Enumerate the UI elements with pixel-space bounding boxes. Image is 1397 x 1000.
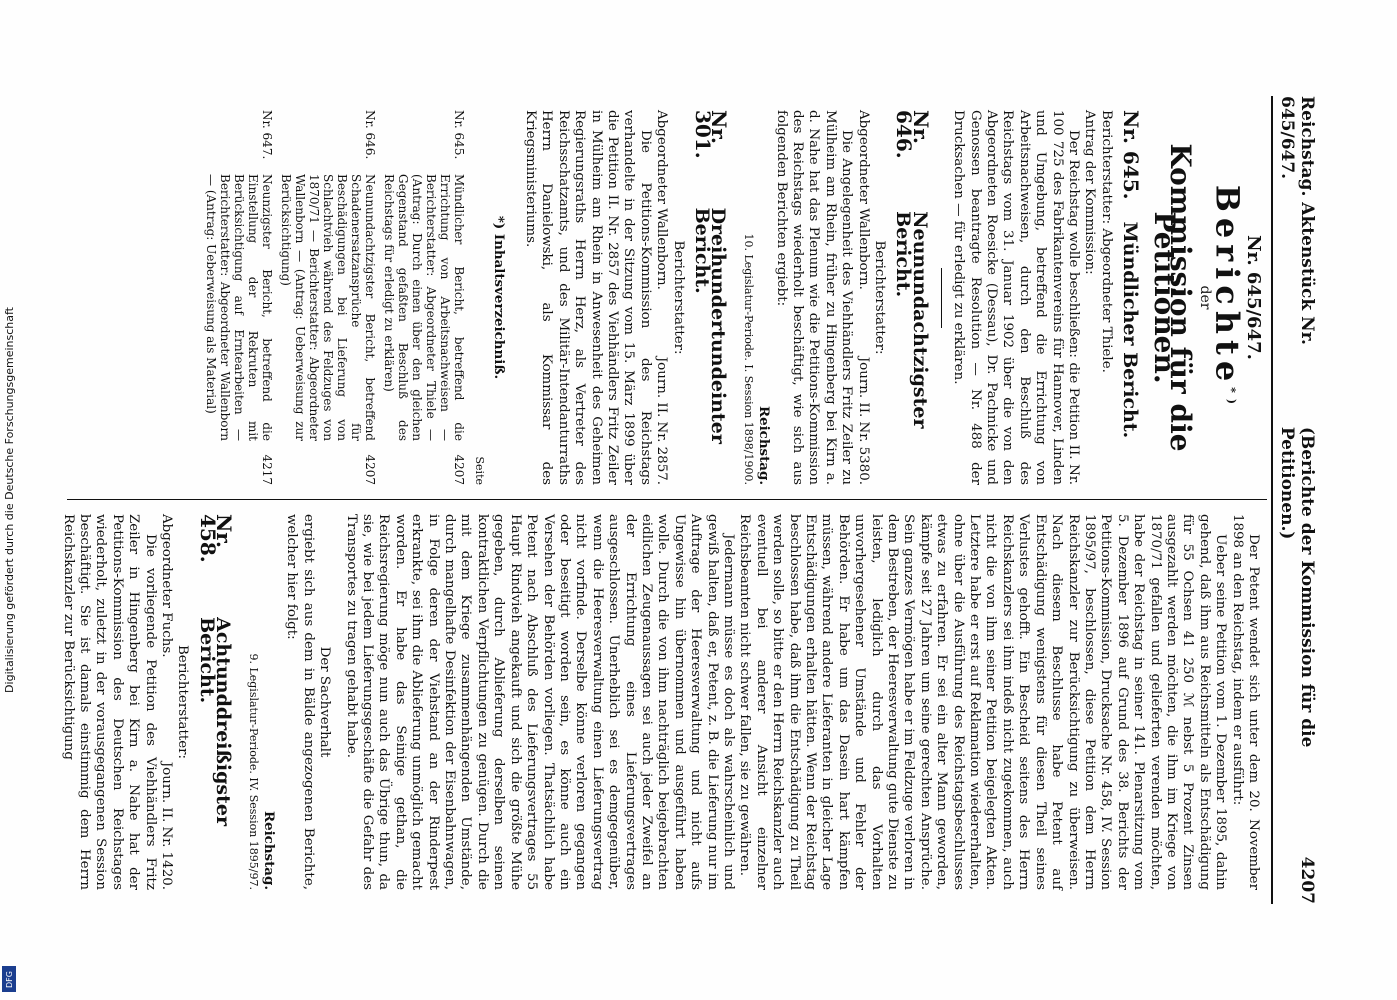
section-645-heading: Nr. 645. Mündlicher Bericht.: [1119, 110, 1144, 439]
section-645-motion: Der Reichstag wolle beschließen: die Petition II. Nr. 100 725 des Fabrikantenvereins für Hannover, Linden und Umgebung, betreffend die Errichtung von Arbeitsnachweisen, durch den Beschluß des Reichstags vom 31. Januar 1902 über die von den Abgeordneten Roesicke (Dessau), Dr. Pachnicke und Genossen beantragte Resolution — Nr. 488 der Drucksachen — für erledigt zu erklären.: [951, 110, 1082, 485]
toc-page-label: Seite: [473, 456, 487, 485]
section-646-reichstag: Reichstag.: [756, 405, 773, 485]
header-center: (Berichte der Kommission für die Petitionen.): [1277, 426, 1317, 748]
s458-session: 9. Legislatur-Periode. IV. Session 1895/97.: [246, 653, 260, 890]
title-der: der: [1196, 285, 1213, 310]
dfg-logo: DFG: [2, 966, 16, 992]
s458-reporter-label: Berichterstatter:: [175, 644, 191, 760]
paragraph: Ueber seine Petition vom 1. Dezember 1895, dahin gehend, daß ihm aus Reichsmitteln als Entschädigung für 55 Ochsen 41 250 ℳ nebst 5 Prozent Zinsen ausgezahlt werden möchten, die ihm im Kriege von 1870/71 gefallen und gelieferten verenden möchten, habe der Reichstag in seiner 141. Plenarsitzung vom 5. Dezember 1896 auf Grund des 38. Berichts der Petitions-Kommission, Drucksache Nr. 458, IV. Session 1895/97, beschlossen, diese Petition dem Herrn Reichskanzler zur Berücksichtigung zu überweisen. Nach diesem Beschlusse habe Petent auf Entschädigung wenigstens für diesen Theil seines Verlustes gehofft. Ein Bescheid seitens des Herrn Reichskanzlers sei ihm indeß nicht zugekommen, auch nicht die von ihm seiner Petition beigelegten Akten. Letztere habe er erst auf Reklamation wiedererhalten, ohne über die Ausführung des Reichstagsbeschlusses etwas zu erfahren. Er sei ein alter Mann geworden, kämpfe seit 27 Jahren um seine gerechten Ansprüche. Sein ganzes Vermögen habe er im Feldzuge verloren in dem Bestreben, der Heeresverwaltung gute Dienste zu leisten, lediglich durch das Vorhalten unvorhergesehener Umstände und Fehler der Behörden. Er habe um das Dasein hart kämpfen müssen, während andere Lieferanten in gleicher Lage Entschädigungen erhalten hätten. Wenn der Reichstag beschlossen habe, daß ihm die Entschädigung zu Theil werden solle, so bitte er den Herrn Reichskanzler auch eventuell bei anderer Ansicht einzelner Reichsbeamten nicht schwer fallen, sie zu gewähren.: [737, 514, 1229, 890]
paragraph: Die vorliegende Petition des Viehhändlers Fritz Zeiler in Hingenberg bei Kirn a. Nahe hat der Petitions-Kommission des Deutschen Reichstages wiederholt, zuletzt in der vorausgegangenen Session beschäftigt. Sie ist damals einstimmig dem Herrn Reichskanzler zur Berücksichtigung: [60, 514, 158, 890]
header-left: Reichstag. Aktenstück Nr. 645/647.: [1277, 96, 1317, 345]
section-301-text: Die Petitions-Kommission des Reichstags verhandelte in der Sitzung vom 15. März 1899 über die Petition II. Nr. 2857 des Viehhändlers Fritz Zeiler in Mülheim am Rhein in Anwesenheit des Geheimen Regierungsraths Herrn Herz, als Vertreter des Reichsschatzamts, und des Militär-Intendanturraths Herrn Danielowski, als Kommissar des Kriegsministeriums.: [522, 110, 653, 485]
section-646-reporter-row: Abgeordneter Wallenborn. Journ. II. Nr. 5380.: [855, 110, 871, 485]
two-columns: [60, 96, 1267, 904]
sachverhalt-heading: Der Sachverhalt: [317, 646, 333, 758]
toc-entry: Nr. 647. Neunzigster Bericht, betreffend die Einstellung der Rekruten mit Berücksichtigung auf Erntearbeiten — Berichterstatter: Abgeordneter Wallenborn — (Antrag: Ueberweisung als Material) 4217: [203, 110, 274, 485]
section-301-heading: Nr. 301. Dreihundertundeinter Bericht.: [690, 110, 732, 444]
digitization-credit: Digitalisierung gefördert durch die Deutsche Forschungsgemeinschaft: [2, 307, 16, 693]
section-301-reporter-label: Berichterstatter:: [670, 240, 686, 355]
section-646-session: 10. Legislatur-Periode. I. Session 1898/1900.: [741, 233, 755, 485]
title-commission: Kommission für die Petitionen.: [1147, 143, 1198, 452]
paragraph: ergiebt sich aus dem in Bälde angezogenen Berichte, welcher hier folgt:: [284, 514, 316, 890]
toc-entry: Nr. 646. Neunundachtzigster Bericht, betreffend Schadenersatzansprüche für Beschädigungen bei Lieferung von Schlachtvieh während des Feldzuges von 1870/71 — Berichterstatter: Abgeordneter Wallenborn — (Antrag: Ueberweisung zur Berücksichtigung) 4207: [278, 110, 377, 485]
s458-reichstag: Reichstag.: [261, 810, 278, 890]
toc-entry: Nr. 645. Mündlicher Bericht, betreffend die Errichtung von Arbeitsnachweisen — Berichterstatter: Abgeordneter Thiele — (Antrag: Durch einen über den gleichen Gegenstand gefaßten Beschluß des Reichstags für erledigt zu erklären) 4207: [381, 110, 466, 485]
section-645-motion-intro: Antrag der Kommission:: [1082, 110, 1098, 275]
section-646-text: Die Angelegenheit des Viehhändlers Fritz Zeiler zu Mülheim am Rhein, früher zu Hingenberg bei Kirn a. d. Nahe hat das Plenum wie die Petitions-Kommission des Reichstags wiederholt beschäftigt, wie sich aus folgenden Berichten ergiebt:: [773, 110, 855, 485]
section-458-heading: Nr. 458. Achtunddreißigster Bericht.: [195, 514, 237, 827]
s458-reporter-row: Abgeordneter Fuchs. Journ. II. Nr. 1420.: [159, 514, 174, 890]
right-column: [60, 500, 1267, 904]
page-number: 4207: [1297, 856, 1317, 904]
section-646-heading: Nr. 646. Neunundachtzigster Bericht.: [892, 110, 933, 429]
title-number: Nr. 645/647.: [1243, 235, 1264, 360]
title-main: Berichte*): [1207, 184, 1246, 411]
page-header: [1271, 96, 1317, 904]
paragraph: Jedermann müsse es doch als wahrscheinlich und gewiß halten, daß er, Petent, z. B. die Lieferung nur im Auftrage der Heeresverwaltung und nicht aufs Ungewisse hin übernommen und ausgeführt haben wolle. Durch die von ihm nachträglich beigebrachten eidlichen Zeugenaussagen sei auch jeder Zweifel an der Errichtung eines Lieferungsvertrages ausgeschlossen. Unerheblich sei es demgegenüber, wenn die Heeresverwaltung einen Lieferungsvertrag nicht vorfinde. Derselbe könne verloren gegangen oder beseitigt worden sein, es könne auch ein Versehen der Behörden vorliegen. Thatsächlich habe Petent nach Abschluß des Lieferungsvertrages 55 Haupt Rindvieh angekauft und sich die größte Mühe gegeben, durch Ablieferung derselben seinen kontraktlichen Verpflichtungen zu genügen. Durch die mit dem Kriege zusammenhängenden Umstände, durch mangelhafte Desinfektion der Eisenbahnwagen, in Folge deren der Viehstand an der Rinderpest erkrankte, sei ihm die Ablieferung unmöglich gemacht worden. Er habe das Seinige gethan, die Reichsregierung möge nun auch das Übrige thun, da sie, wie bei jedem Lieferungsgeschäfte die Gefahr des Transportes zu tragen gehabt habe.: [343, 514, 736, 890]
divider: [941, 268, 942, 328]
section-646-reporter-label: Berichterstatter:: [872, 240, 888, 355]
toc-title: *) Inhaltsverzeichniß.: [491, 215, 508, 380]
section-301-reporter-row: Abgeordneter Wallenborn. Journ. II. Nr. 2857.: [654, 110, 670, 485]
left-column: [67, 96, 1267, 500]
paragraph: Der Petent wendet sich unter dem 20. November 1898 an den Reichstag, indem er ausführt:: [1229, 514, 1261, 890]
section-645-reporter: Berichterstatter: Abgeordneter Thiele.: [1098, 110, 1114, 373]
